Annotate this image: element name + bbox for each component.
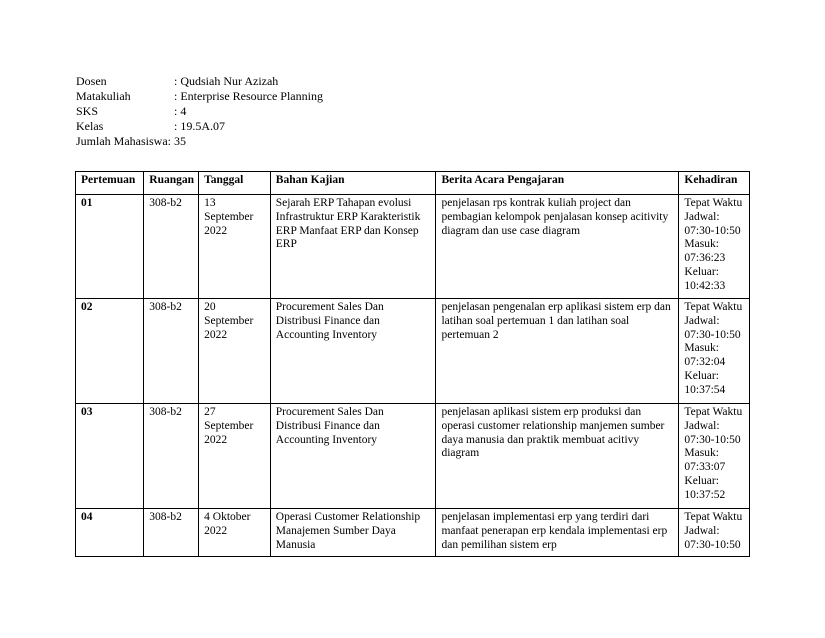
info-label: Kelas [76, 119, 104, 133]
header-berita-acara: Berita Acara Pengajaran [436, 172, 679, 195]
kehadiran-line: 07:32:04 [684, 356, 726, 369]
table-row [76, 195, 750, 299]
cell-pertemuan: 02 [76, 299, 144, 404]
kehadiran-line: Jadwal: [684, 314, 720, 327]
kehadiran-line: Masuk: [684, 447, 719, 460]
header-bahan-kajian: Bahan Kajian [270, 172, 436, 195]
kehadiran-line: 07:30-10:50 [684, 433, 741, 446]
info-value: : 35 [167, 134, 186, 148]
cell-bahan-kajian: Procurement Sales Dan Distribusi Finance dan Accounting Inventory [270, 404, 436, 509]
info-label: Dosen [76, 74, 107, 88]
table-row [76, 509, 750, 557]
cell-bahan-kajian: Procurement Sales Dan Distribusi Finance dan Accounting Inventory [270, 299, 436, 404]
info-label: SKS [76, 104, 99, 118]
kehadiran-line: Tepat Waktu [684, 511, 743, 523]
cell-bahan-kajian: Operasi Customer Relationship Manajemen Sumber Daya Manusia [270, 509, 436, 557]
cell-bahan-kajian: Sejarah ERP Tahapan evolusi Infrastruktur ERP Karakteristik ERP Manfaat ERP dan Konsep ERP [270, 195, 436, 299]
cell-kehadiran [679, 404, 750, 509]
kehadiran-line: Jadwal: [684, 210, 720, 223]
header-kehadiran: Kehadiran [679, 172, 750, 195]
attendance-table [75, 171, 750, 557]
cell-berita-acara: penjelasan implementasi erp yang terdiri dari manfaat penerapan erp kendala implementasi erp dan pemilihan sistem erp [436, 509, 679, 557]
info-row-dosen [76, 74, 323, 89]
kehadiran-line: 07:30-10:50 [684, 328, 741, 341]
kehadiran-line: Masuk: [684, 238, 719, 251]
course-info [76, 74, 323, 149]
kehadiran-line: Tepat Waktu [684, 406, 743, 418]
cell-berita-acara: penjelasan aplikasi sistem erp produksi dan operasi customer relationship manjemen sumber daya manusia dan praktik membuat acitivy diagram [436, 404, 679, 509]
cell-pertemuan: 01 [76, 195, 144, 299]
info-row-matakuliah [76, 89, 323, 104]
header-ruangan: Ruangan [144, 172, 199, 195]
kehadiran-line: 07:33:07 [684, 461, 726, 474]
info-row-sks [76, 104, 323, 119]
kehadiran-line: Keluar: [684, 474, 719, 487]
info-row-kelas [76, 119, 323, 134]
cell-berita-acara: penjelasan pengenalan erp aplikasi sistem erp dan latihan soal pertemuan 1 dan latihan soal pertemuan 2 [436, 299, 679, 404]
kehadiran-line: 10:42:33 [684, 279, 726, 292]
table-row [76, 299, 750, 404]
cell-pertemuan: 03 [76, 404, 144, 509]
kehadiran-line: Masuk: [684, 342, 719, 355]
cell-pertemuan: 04 [76, 509, 144, 557]
kehadiran-line: Tepat Waktu [684, 301, 743, 313]
cell-kehadiran [679, 299, 750, 404]
info-value: : 4 [174, 104, 187, 118]
table-header [76, 172, 750, 195]
cell-tanggal: 13 September 2022 [199, 195, 271, 299]
info-label: Matakuliah [76, 89, 131, 103]
kehadiran-line: 10:37:52 [684, 488, 726, 501]
cell-tanggal: 4 Oktober 2022 [199, 509, 271, 557]
cell-kehadiran [679, 195, 750, 299]
info-label: Jumlah Mahasiswa [76, 134, 168, 148]
table-row [76, 404, 750, 509]
cell-tanggal: 27 September 2022 [199, 404, 271, 509]
header-pertemuan: Pertemuan [76, 172, 144, 195]
cell-ruangan: 308-b2 [144, 299, 199, 404]
kehadiran-line: Keluar: [684, 265, 719, 278]
cell-berita-acara: penjelasan rps kontrak kuliah project dan pembagian kelompok penjalasan konsep acitivity diagram dan use case diagram [436, 195, 679, 299]
info-row-jumlah-mahasiswa [76, 134, 323, 149]
kehadiran-line: Keluar: [684, 369, 719, 382]
header-tanggal: Tanggal [199, 172, 271, 195]
kehadiran-line: 10:37:54 [684, 383, 726, 396]
info-value: : 19.5A.07 [174, 119, 225, 133]
kehadiran-line: Jadwal: [684, 419, 720, 432]
info-value: : Qudsiah Nur Azizah [174, 74, 279, 88]
cell-ruangan: 308-b2 [144, 195, 199, 299]
cell-ruangan: 308-b2 [144, 509, 199, 557]
kehadiran-line: 07:36:23 [684, 252, 726, 265]
header-row [76, 172, 750, 195]
kehadiran-line: Jadwal: [684, 524, 720, 537]
kehadiran-line: 07:30-10:50 [684, 224, 741, 237]
cell-kehadiran [679, 509, 750, 557]
cell-tanggal: 20 September 2022 [199, 299, 271, 404]
cell-ruangan: 308-b2 [144, 404, 199, 509]
kehadiran-line: Tepat Waktu [684, 197, 743, 209]
info-value: : Enterprise Resource Planning [174, 89, 323, 103]
kehadiran-line: 07:30-10:50 [684, 538, 741, 551]
